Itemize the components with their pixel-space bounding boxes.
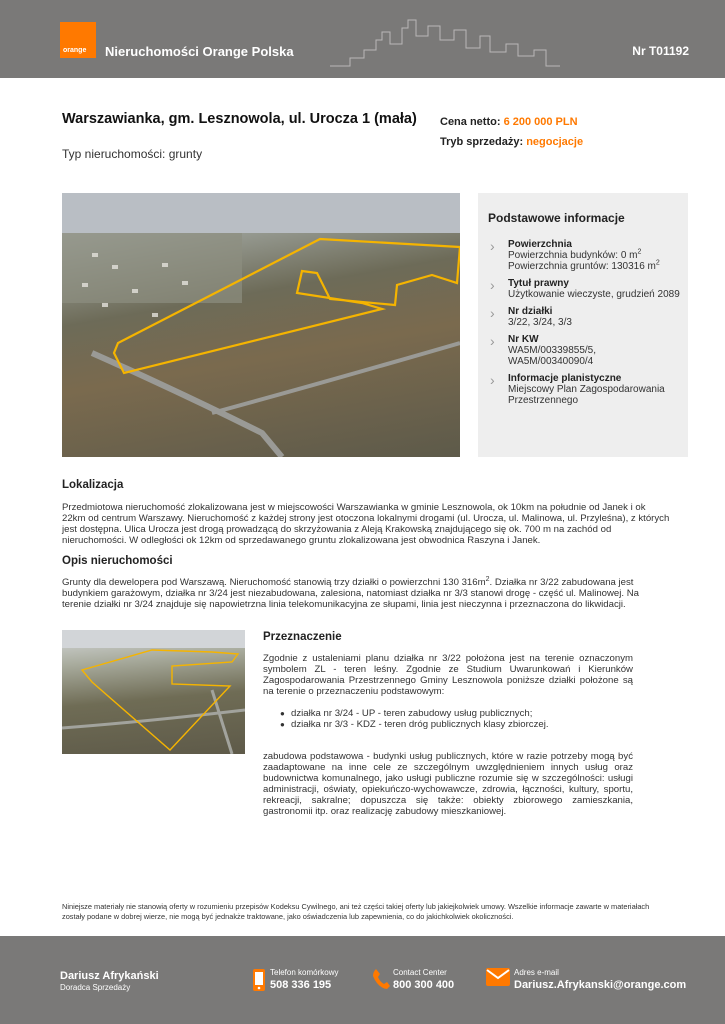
purpose-details: zabudowa podstawowa - budynki usług publicznych, które w razie potrzeby mogą być zaadaptowane na inne cele ze szczególnym uwzględnieniem innych usług oraz budownictwa komunalnego, jako usługi publiczne rozumie się w szczególności: usługi administracji, oświaty, opiekuńczo-wychowawcze, zdrowia, łączności, kultury, sportu, rekreacji, sakralne; dopuszcza się także: obiekty zbiorowego zamieszkania, gastronomii itp. oraz realizację zabudowy mieszkaniowej. bbox=[263, 751, 633, 817]
location-heading: Lokalizacja bbox=[62, 479, 124, 491]
property-type: Typ nieruchomości: grunty bbox=[62, 147, 203, 161]
agent-role: Doradca Sprzedaży bbox=[60, 983, 131, 992]
brand-title: Nieruchomości Orange Polska bbox=[105, 44, 294, 59]
skyline-icon bbox=[330, 10, 560, 70]
price-line bbox=[440, 116, 578, 128]
area-buildings-value: Powierzchnia budynków: 0 $m^2$ bbox=[508, 248, 642, 261]
envelope-icon bbox=[486, 968, 510, 986]
purpose-intro: Zgodnie z ustaleniami planu działka nr 3/22 położona jest na terenie oznaczonym symbolem ZL - teren leśny. Zgodnie ze Studium Uwarunkowań i Kierunków Zagospodarowania Przestrzennego Gminy Lesznowola poniższe działki położone są na terenie o przeznaczeniu podstawowym: bbox=[263, 653, 633, 697]
chevron-right-icon: › bbox=[490, 277, 495, 293]
phone-label: Telefon komórkowy bbox=[270, 968, 339, 977]
info-land-register bbox=[488, 334, 683, 367]
offer-reference: Nr T01192 bbox=[632, 44, 689, 58]
land-register-label: Nr KW bbox=[508, 334, 539, 345]
planning-value: Miejscowy Plan Zagospodarowania Przestrzennego bbox=[508, 384, 665, 406]
plot-number-value: 3/22, 3/24, 3/3 bbox=[508, 317, 572, 328]
purpose-bullet: ● działka nr 3/24 - UP - teren zabudowy usług publicznych; bbox=[283, 708, 633, 719]
planning-label: Informacje planistyczne bbox=[508, 373, 622, 384]
page-footer bbox=[0, 936, 725, 1024]
chevron-right-icon: › bbox=[490, 372, 495, 388]
email-label: Adres e-mail bbox=[514, 968, 559, 977]
description-heading: Opis nieruchomości bbox=[62, 555, 173, 567]
info-area bbox=[488, 239, 683, 272]
chevron-right-icon: › bbox=[490, 238, 495, 254]
chevron-right-icon: › bbox=[490, 305, 495, 321]
logo-text: orange bbox=[63, 47, 87, 54]
email-contact bbox=[514, 968, 686, 991]
contact-center-value[interactable]: 800 300 400 bbox=[393, 979, 455, 991]
info-legal-title bbox=[488, 278, 683, 300]
sale-mode-value: negocjacje bbox=[526, 136, 584, 148]
agent-name: Dariusz Afrykański bbox=[60, 970, 159, 982]
location-text: Przedmiotowa nieruchomość zlokalizowana jest w miejscowości Warszawianka w gminie Lesznowola, ok 10km na południe od Janek i ok 22km od centrum Warszawy. Nieruchomość z każdej strony jest otoczona lokalnymi drogami (ul. Urocza, ul. Malinowa, ul. Przyleśna), z których jest dostępna. Ulica Urocza jest drogą prowadzącą do skrzyżowania z Aleją Krakowską znajdującego się ok. 700 m na zachód od nieruchomości. W odległości ok 12km od sprzedawanego gruntu zlokalizowana jest obwodnica Raszyna i Janek. bbox=[62, 502, 670, 546]
phone-value[interactable]: 508 336 195 bbox=[270, 979, 332, 991]
panel-title: Podstawowe informacje bbox=[488, 211, 625, 225]
contact-center bbox=[393, 968, 454, 991]
aerial-photo-secondary bbox=[62, 630, 245, 754]
sale-mode-label: Tryb sprzedaży: bbox=[440, 136, 524, 148]
email-value[interactable]: Dariusz.Afrykanski@orange.com bbox=[514, 979, 687, 991]
chevron-right-icon: › bbox=[490, 333, 495, 349]
area-label: Powierzchnia bbox=[508, 239, 572, 250]
sale-mode-line bbox=[440, 136, 583, 148]
legal-title-label: Tytuł prawny bbox=[508, 278, 569, 289]
mobile-phone-icon bbox=[252, 968, 266, 992]
plot-outline-graphic bbox=[62, 193, 460, 457]
legal-title-value: Użytkowanie wieczyste, grudzień 2089 bbox=[508, 289, 680, 300]
page-header bbox=[0, 0, 725, 78]
plot-number-label: Nr działki bbox=[508, 306, 553, 317]
purpose-heading: Przeznaczenie bbox=[263, 631, 342, 643]
orange-logo bbox=[60, 22, 96, 58]
area-land-value: Powierzchnia gruntów: 130316 $m^2$ bbox=[508, 259, 660, 272]
info-planning bbox=[488, 373, 683, 406]
aerial-photo-main bbox=[62, 193, 460, 457]
price-label: Cena netto: bbox=[440, 116, 501, 128]
basic-info-panel bbox=[478, 193, 688, 457]
handset-icon bbox=[372, 968, 390, 990]
listing-title: Warszawianka, gm. Lesznowola, ul. Urocza 1 (mała) bbox=[62, 111, 417, 127]
purpose-bullet-list bbox=[283, 708, 633, 730]
phone-contact bbox=[270, 968, 338, 991]
legal-disclaimer: Niniejsze materiały nie stanowią oferty w rozumieniu przepisów Kodeksu Cywilnego, ani też części takiej oferty lub jakiejkolwiek umowy. Wszelkie informacje zawarte w materiałach zostały podane w dobrej wierze, nie mogą być jednakże traktowane, jako oświadczenia lub zapewnienia, co do jakichkolwiek okoliczności. bbox=[62, 902, 650, 921]
plot-outline-graphic bbox=[62, 630, 245, 754]
price-value: 6 200 000 PLN bbox=[503, 116, 578, 128]
info-plot-number bbox=[488, 306, 683, 328]
contact-center-label: Contact Center bbox=[393, 968, 447, 977]
land-register-value: WA5M/00339855/5, WA5M/00340090/4 bbox=[508, 345, 597, 367]
description-text: Grunty dla dewelopera pod Warszawą. Nieruchomość stanowią trzy działki o powierzchni 130 $316m^2$. Działka nr 3/22 zabudowana jest budynkiem garażowym, działka nr 3/24 jest niezabudowana, zalesiona, natomiast działka nr 3/3 stanowi drogę - część ul. Malinowej. Na terenie działki nr 3/24 znajduje się napowietrzna linia telekomunikacyjna ze słupami, linia jest nieczynna i przeznaczona do likwidacji. bbox=[62, 575, 639, 610]
info-list bbox=[488, 239, 683, 412]
purpose-bullet: ● działka nr 3/3 - KDZ - teren dróg publicznych klasy zbiorczej. bbox=[283, 719, 633, 730]
